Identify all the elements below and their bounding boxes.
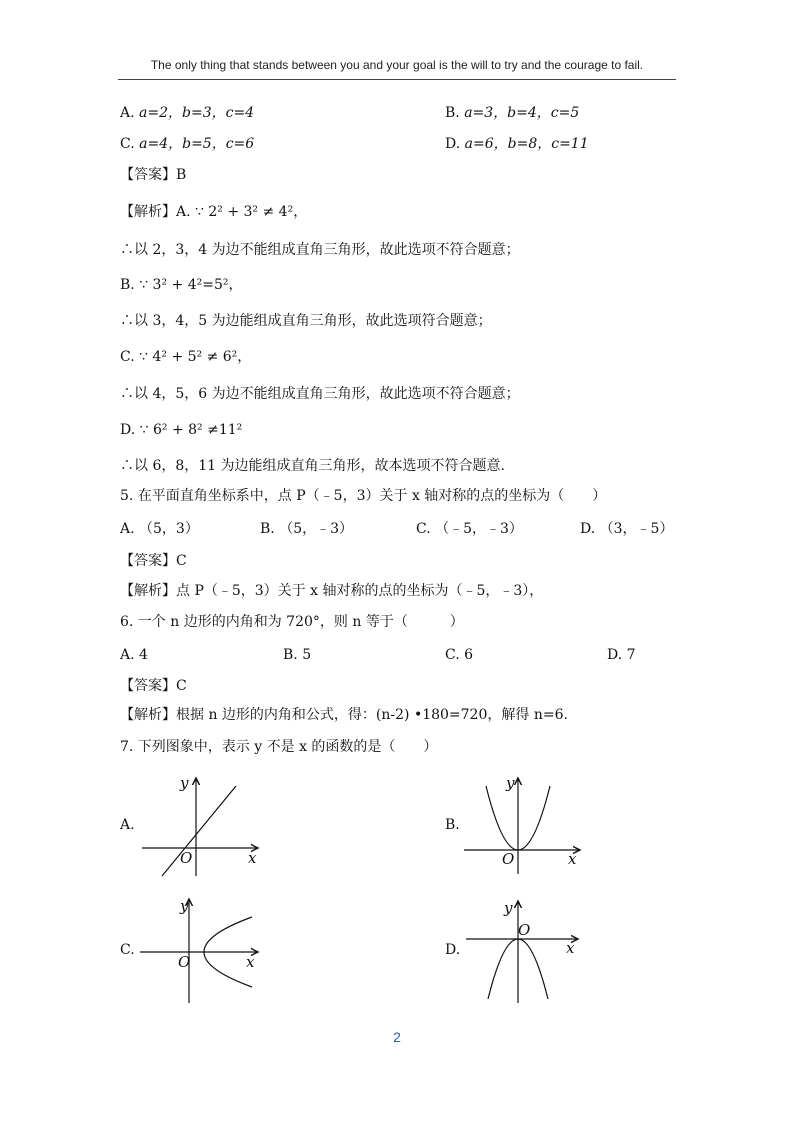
q4-option-d: D. a=6，b=8，c=11 [445, 136, 589, 152]
y-axis-label: y [506, 774, 515, 792]
q7-graph-d [462, 895, 590, 1005]
q5-answer: 【答案】C [120, 553, 187, 569]
q4-answer: 【答案】B [120, 167, 187, 183]
q4-analysis-line: ∴以 6，8，11 为边能组成直角三角形，故本选项不符合题意. [120, 458, 505, 474]
q7-graph-a [138, 770, 266, 880]
q5-analysis: 【解析】点 P（﹣5，3）关于 x 轴对称的点的坐标为（﹣5，﹣3）， [120, 583, 544, 599]
q4-analysis-line: C. ∵ 4² + 5² ≠ 6²， [120, 349, 252, 365]
q6-option-a: A. 4 [120, 647, 148, 663]
q5-option-c: C. （﹣5，﹣3） [416, 521, 523, 537]
q5-option-b: B. （5，﹣3） [260, 521, 354, 537]
q7-option-a-label: A. [120, 817, 135, 833]
x-axis-label: x [246, 953, 255, 971]
q5-option-a: A. （5，3） [120, 521, 199, 537]
q7-graph-b [462, 770, 590, 880]
header-rule [118, 79, 676, 80]
q6-analysis: 【解析】根据 n 边形的内角和公式，得：(n-2) •180=720，解得 n=6. [120, 707, 568, 723]
q4-analysis-line: ∴以 4，5，6 为边不能组成直角三角形，故此选项不符合题意； [120, 386, 520, 402]
y-axis-label: y [504, 899, 513, 917]
q6-answer: 【答案】C [120, 678, 187, 694]
origin-label: O [178, 953, 191, 971]
function-curve [162, 786, 236, 876]
q4-analysis-line: D. ∵ 6² + 8² ≠11² [120, 422, 243, 438]
q4-analysis-line: 【解析】A. ∵ 2² + 3² ≠ 4²， [120, 204, 308, 220]
origin-label: O [518, 921, 531, 939]
q7-graph-c [138, 895, 266, 1005]
page-number: 2 [393, 1029, 401, 1045]
y-axis-label: y [180, 774, 189, 792]
x-axis-label: x [248, 849, 257, 867]
q6-stem: 6. 一个 n 边形的内角和为 720°，则 n 等于（ ） [120, 614, 464, 630]
q6-option-b: B. 5 [283, 647, 312, 663]
q7-option-b-label: B. [445, 817, 460, 833]
q4-analysis-line: ∴以 3，4，5 为边能组成直角三角形，故此选项符合题意； [120, 313, 492, 329]
origin-label: O [502, 850, 515, 868]
q7-stem: 7. 下列图象中，表示 y 不是 x 的函数的是（ ） [120, 739, 438, 755]
q4-option-b: B. a=3，b=4，c=5 [445, 105, 580, 121]
q5-stem: 5. 在平面直角坐标系中，点 P（﹣5，3）关于 x 轴对称的点的坐标为（ ） [120, 488, 607, 504]
q4-analysis-line: B. ∵ 3² + 4²=5²， [120, 277, 243, 293]
q4-analysis-line: ∴以 2，3，4 为边不能组成直角三角形，故此选项不符合题意； [120, 242, 520, 258]
q7-option-c-label: C. [120, 942, 135, 958]
q5-option-d: D. （3，﹣5） [580, 521, 674, 537]
q4-option-a: A. a=2，b=3，c=4 [120, 105, 255, 121]
q7-option-d-label: D. [445, 942, 461, 958]
q6-option-c: C. 6 [445, 647, 474, 663]
q4-option-c: C. a=4，b=5，c=6 [120, 136, 255, 152]
x-axis-label: x [568, 850, 577, 868]
y-axis-label: y [180, 897, 189, 915]
page-header-quote: The only thing that stands between you and your goal is the will to try and the courage to fail. [150, 58, 644, 72]
q6-option-d: D. 7 [607, 647, 636, 663]
origin-label: O [180, 849, 193, 867]
x-axis-label: x [566, 939, 575, 957]
